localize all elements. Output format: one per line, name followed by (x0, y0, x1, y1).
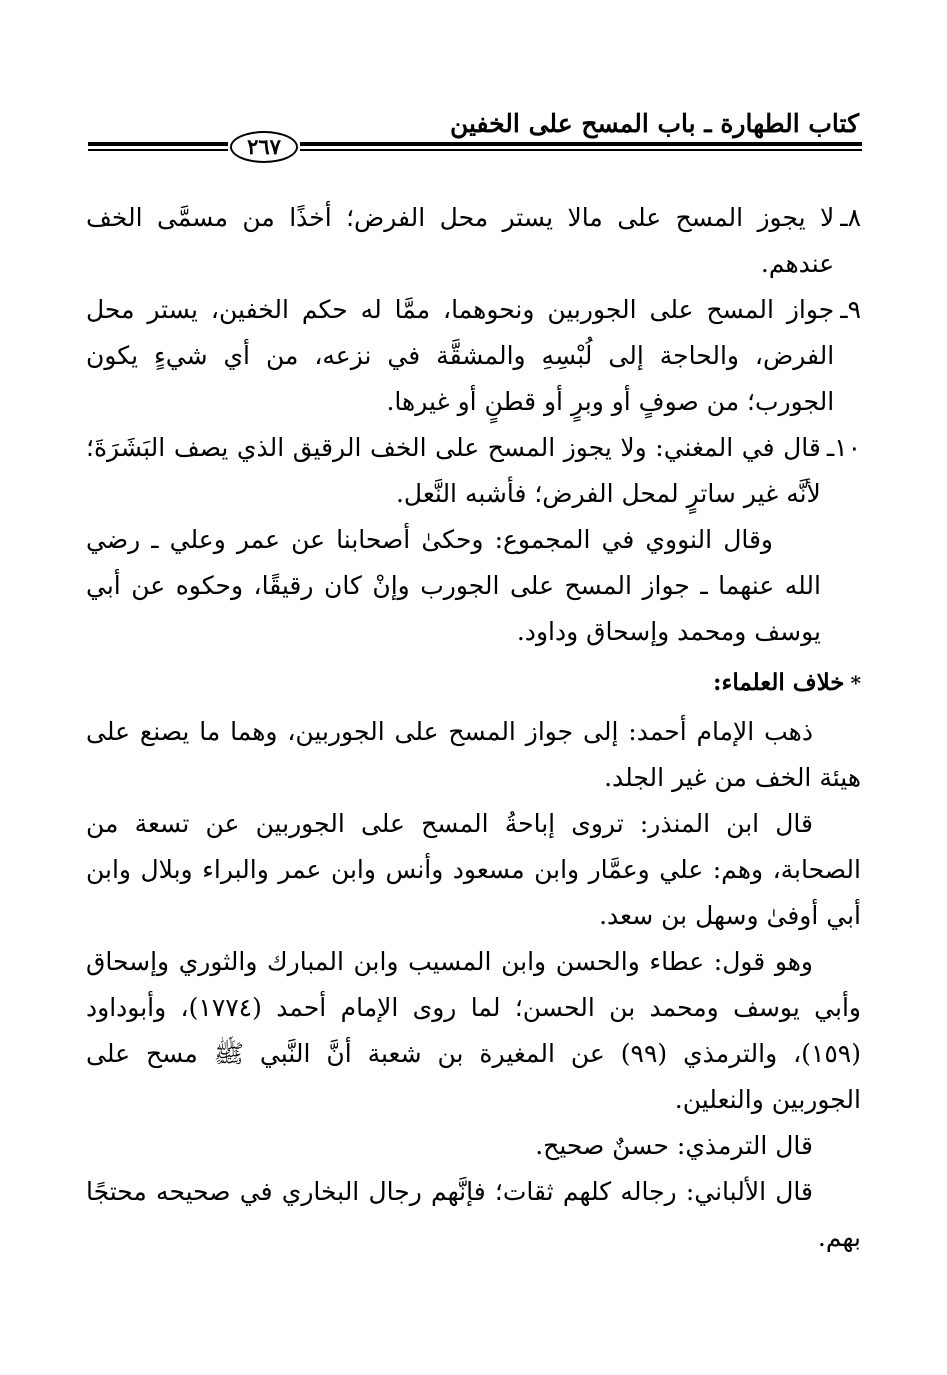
numbered-item-8 (86, 195, 861, 287)
item-number: ١٠ـ (826, 433, 861, 462)
item-number: ٩ـ (840, 295, 861, 324)
paragraph: قال الألباني: رجاله كلهم ثقات؛ فإنَّهم رجال البخاري في صحيحه محتجًا بهم. (86, 1177, 861, 1252)
item-text: جواز المسح على الجوربين ونحوهما، ممَّا له حكم الخفين، يستر محل الفرض، والحاجة إلى لُبْسِهِ والمشقَّة في نزعه، من أي شيءٍ يكون الجورب؛ من صوفٍ أو وبرٍ أو قطنٍ أو غيرها. (86, 295, 835, 416)
header-rule-left (88, 138, 228, 154)
page-number: ٢٦٧ (230, 131, 298, 163)
numbered-item-10 (86, 425, 861, 517)
item-text: قال في المغني: ولا يجوز المسح على الخف الرقيق الذي يصف البَشَرَةَ؛ لأنَّه غير ساترٍ لمحل الفرض؛ فأشبه النَّعل. (86, 433, 821, 508)
nawawi-paragraph: وقال النووي في المجموع: وحكىٰ أصحابنا عن عمر وعلي ـ رضي الله عنهما ـ جواز المسح على الجورب وإنْ كان رقيقًا، وحكوه عن أبي يوسف ومحمد وإسحاق وداود. (86, 525, 821, 646)
asterisk-icon: * (850, 671, 861, 695)
paragraph: ذهب الإمام أحمد: إلى جواز المسح على الجوربين، وهما ما يصنع على هيئة الخف من غير الجلد. (86, 717, 861, 792)
paragraph: وهو قول: عطاء والحسن وابن المسيب وابن المبارك والثوري وإسحاق وأبي يوسف ومحمد بن الحسن؛ لما روى الإمام أحمد (١٧٧٤)، وأبوداود (١٥٩)، والترمذي (٩٩) عن المغيرة بن شعبة أنَّ النَّبي ﷺ مسح على الجوربين والنعلين. (86, 947, 861, 1114)
header-rule-right (300, 138, 862, 154)
item-text: لا يجوز المسح على مالا يستر محل الفرض؛ أخذًا من مسمَّى الخف عندهم. (86, 203, 835, 278)
body-text (86, 195, 861, 1261)
running-title: كتاب الطهارة ـ باب المسح على الخفين (449, 109, 859, 138)
item-number: ٨ـ (840, 203, 861, 232)
numbered-item-9 (86, 287, 861, 425)
paragraph: قال الترمذي: حسنٌ صحيح. (535, 1131, 813, 1160)
paragraph: قال ابن المنذر: تروى إباحةُ المسح على الجوربين عن تسعة من الصحابة، وهم: علي وعمَّار وابن مسعود وأنس وابن عمر والبراء وبلال وابن أبي أوفىٰ وسهل بن سعد. (86, 809, 861, 930)
section-heading-text: خلاف العلماء: (713, 669, 845, 696)
section-heading (86, 663, 861, 703)
